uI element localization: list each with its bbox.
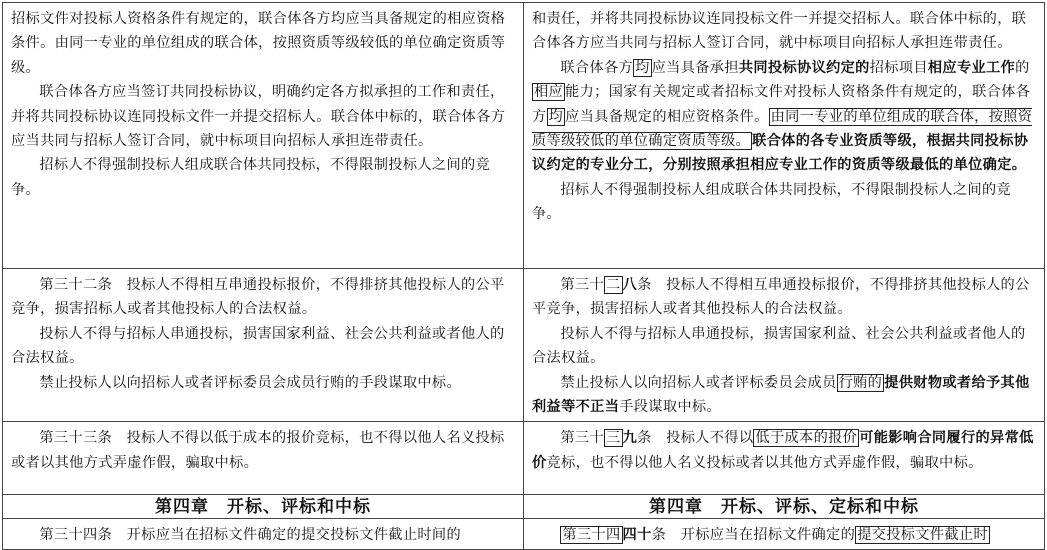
table-row [3,519,1045,550]
text: 手段谋取中标。 [619,399,721,416]
boxed-text: 二 [606,277,621,293]
paragraph-revised [532,56,1036,178]
bold-text: 九 [622,430,638,447]
boxed-text: 低于成本的报价 [755,430,858,447]
text: 条 投标人不得以 [637,430,754,447]
paragraph: 第三十三条 投标人不得以低于成本的报价竞标，也不得以他人名义投标或者以其他方式弄虚作假，骗取中标。 [11,430,505,471]
right-cell-article-38 [524,269,1045,422]
comparison-table [2,2,1045,550]
left-cell-article-32 [3,269,524,422]
paragraph: 第三十四条 开标应当在招标文件确定的提交投标文件截止时间的 [39,527,461,544]
paragraph-revised [532,273,1036,322]
boxed-text: 均 [635,59,650,76]
right-cell-consortium [524,3,1045,269]
right-cell-article-39 [524,422,1045,495]
table-row [3,269,1045,422]
boxed-text: 由同一专业的单位组成的联合体，按照资质等级较低的单位确定资质等级。 [532,108,1033,150]
bold-text: 相应专业工作 [927,59,1016,76]
boxed-text: 均 [548,108,564,125]
paragraph: 和责任，并将共同投标协议连同投标文件一并提交招标人。联合体中标的，联合体各方应当共同与招标人签订合同，就中标项目向招标人承担连带责任。 [532,11,1027,52]
text: 条 投标人不得相互串通投标报价，不得排挤其他投标人的公平竞争，损害招标人或者其他投标人的合法权益。 [532,277,1030,318]
bold-text: 可能影响合同履行的异常低价 [532,430,1034,471]
text: 能力；国家有关规定或者招标文件对投标人资格条件有规定的，联合体各方 [532,84,1031,125]
left-cell-article-34 [3,519,524,550]
text: 条 开标应当在招标文件确定的 [651,527,856,544]
chapter-heading-right: 第四章 开标、评标、定标和中标 [524,495,1045,519]
text: 的 [1015,59,1030,76]
bold-text: 提供财物或者给予其他利益等不正当 [532,374,1030,416]
right-cell-article-40 [524,519,1045,550]
paragraph-revised [532,523,1036,547]
bold-text: 共同投标协议约定的 [738,59,870,76]
text: 第三十 [560,430,605,447]
boxed-text: 提交投标文件截止时 [857,527,988,544]
bold-text: 四十 [622,527,652,544]
text: 应当具备规定的相应资格条件。 [565,108,769,125]
paragraph: 第三十二条 投标人不得相互串通投标报价，不得排挤其他投标人的公平竞争，损害招标人或者其他投标人的合法权益。 [11,277,505,318]
text: 竞标，也不得以他人名义投标或者以其他方式弄虚作假，骗取中标。 [546,454,983,471]
table-row [3,422,1045,495]
boxed-text: 行贿的 [838,374,883,391]
paragraph-revised [532,426,1036,475]
paragraph: 联合体各方应当签订共同投标协议，明确约定各方拟承担的工作和责任，并将共同投标协议连同投标文件一并提交招标人。联合体中标的，联合体各方应当共同与招标人签订合同，就中标项目向招标人承担连带责任。 [11,84,506,150]
paragraph: 招标人不得强制投标人组成联合体共同投标，不得限制投标人之间的竞争。 [11,157,491,198]
text: 招标项目 [869,59,928,76]
paragraph-revised [532,371,1036,420]
paragraph: 招标文件对投标人资格条件有规定的，联合体各方均应当具备规定的相应资格条件。由同一专业的单位组成的联合体，按照资质等级较低的单位确定资质等级。 [11,11,506,76]
paragraph: 投标人不得与招标人串通投标，损害国家利益、社会公共利益或者他人的合法权益。 [532,325,1026,367]
boxed-text: 相应 [534,84,564,101]
table-row [3,495,1045,519]
paragraph: 招标人不得强制投标人组成联合体共同投标，不得限制投标人之间的竞争。 [532,181,1012,223]
text: 第三十 [560,277,605,293]
clip [532,523,1036,547]
bold-text: 八 [622,277,638,293]
left-cell-article-33 [3,422,524,495]
bold-text: 联合体的各专业资质等级，根据共同投标协议约定的专业分工，分别按照承担相应专业工作的资质等级最低的单位确定。 [532,133,1029,174]
paragraph: 禁止投标人以向招标人或者评标委员会成员行贿的手段谋取中标。 [39,374,461,391]
chapter-heading-left: 第四章 开标、评标和中标 [3,495,524,519]
table-row [3,3,1045,269]
text: 禁止投标人以向招标人或者评标委员会成员 [560,374,837,391]
text: 应当具备承担 [651,59,739,76]
text: 联合体各方 [560,59,634,76]
boxed-text: 三 [606,430,621,447]
clip [11,523,515,547]
left-cell-consortium [3,3,524,269]
boxed-text: 第三十四 [562,527,621,544]
paragraph: 投标人不得与招标人串通投标，损害国家利益、社会公共利益或者他人的合法权益。 [11,325,505,367]
